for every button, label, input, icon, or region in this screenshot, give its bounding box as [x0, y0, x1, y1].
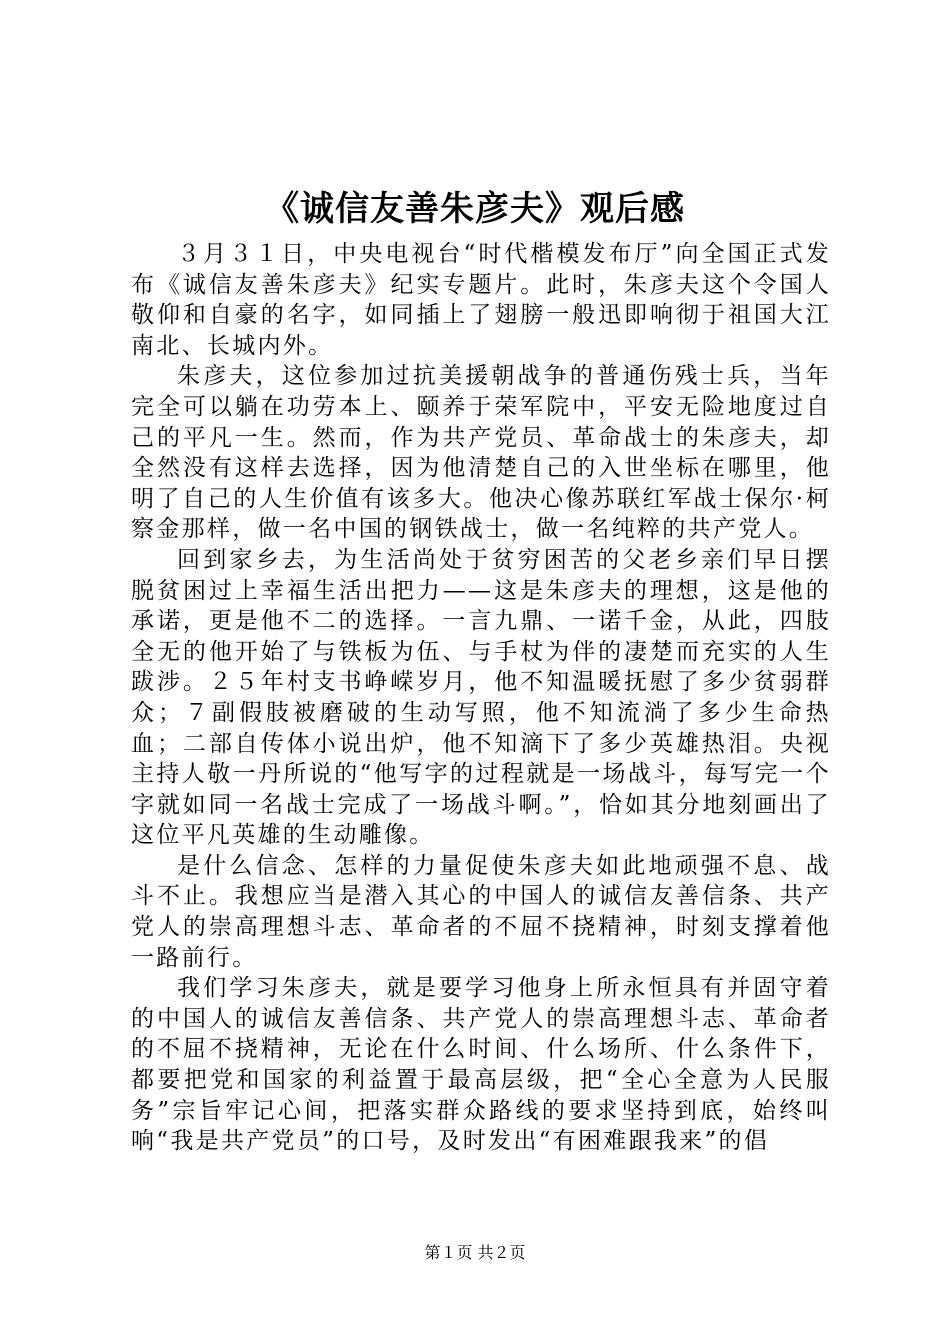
paragraph-1: ３月３１日，中央电视台“时代楷模发布厅”向全国正式发布《诚信友善朱彦夫》纪实专题片。此时，朱彦夫这个令国人敬仰和自豪的名字，如同插上了翅膀一般迅即响彻于祖国大江南北、长城内外。	[131, 241, 831, 359]
paragraph-3: 回到家乡去，为生活尚处于贫穷困苦的父老乡亲们早日摆脱贫困过上幸福生活出把力——这是朱彦夫的理想，这是他的承诺，更是他不二的选择。一言九鼎、一诺千金，从此，四肢全无的他开始了与铁板为伍、与手杖为伴的凄楚而充实的人生跋涉。２５年村支书峥嵘岁月，他不知温暖抚慰了多少贫弱群众；７副假肢被磨破的生动写照，他不知流淌了多少生命热血；二部自传体小说出炉，他不知滴下了多少英雄热泪。央视主持人敬一丹所说的“他写字的过程就是一场战斗，每写完一个字就如同一名战士完成了一场战斗啊。”，恰如其分地刻画出了这位平凡英雄的生动雕像。	[131, 546, 831, 849]
paragraph-5: 我们学习朱彦夫，就是要学习他身上所永恒具有并固守着的中国人的诚信友善信条、共产党人的崇高理想斗志、革命者的不屈不挠精神，无论在什么时间、什么场所、什么条件下，都要把党和国家的利益置于最高层级，把“全心全意为人民服务”宗旨牢记心间，把落实群众路线的要求坚持到底，始终叫响“我是共产党员”的口号，及时发出“有困难跟我来”的倡	[131, 975, 831, 1155]
document-body	[131, 239, 831, 1157]
paragraph-2: 朱彦夫，这位参加过抗美援朝战争的普通伤残士兵，当年完全可以躺在功劳本上、颐养于荣军院中，平安无险地度过自己的平凡一生。然而，作为共产党员、革命战士的朱彦夫，却全然没有这样去选择，因为他清楚自己的入世坐标在哪里，他明了自己的人生价值有该多大。他决心像苏联红军战士保尔·柯察金那样，做一名中国的钢铁战士，做一名纯粹的共产党人。	[131, 363, 831, 543]
page-footer: 第１页 共２页	[424, 1243, 526, 1262]
paragraph-4: 是什么信念、怎样的力量促使朱彦夫如此地顽强不息、战斗不止。我想应当是潜入其心的中国人的诚信友善信条、共产党人的崇高理想斗志、革命者的不屈不挠精神，时刻支撑着他一路前行。	[131, 852, 831, 971]
document-title: 《诚信友善朱彦夫》观后感	[265, 189, 685, 229]
